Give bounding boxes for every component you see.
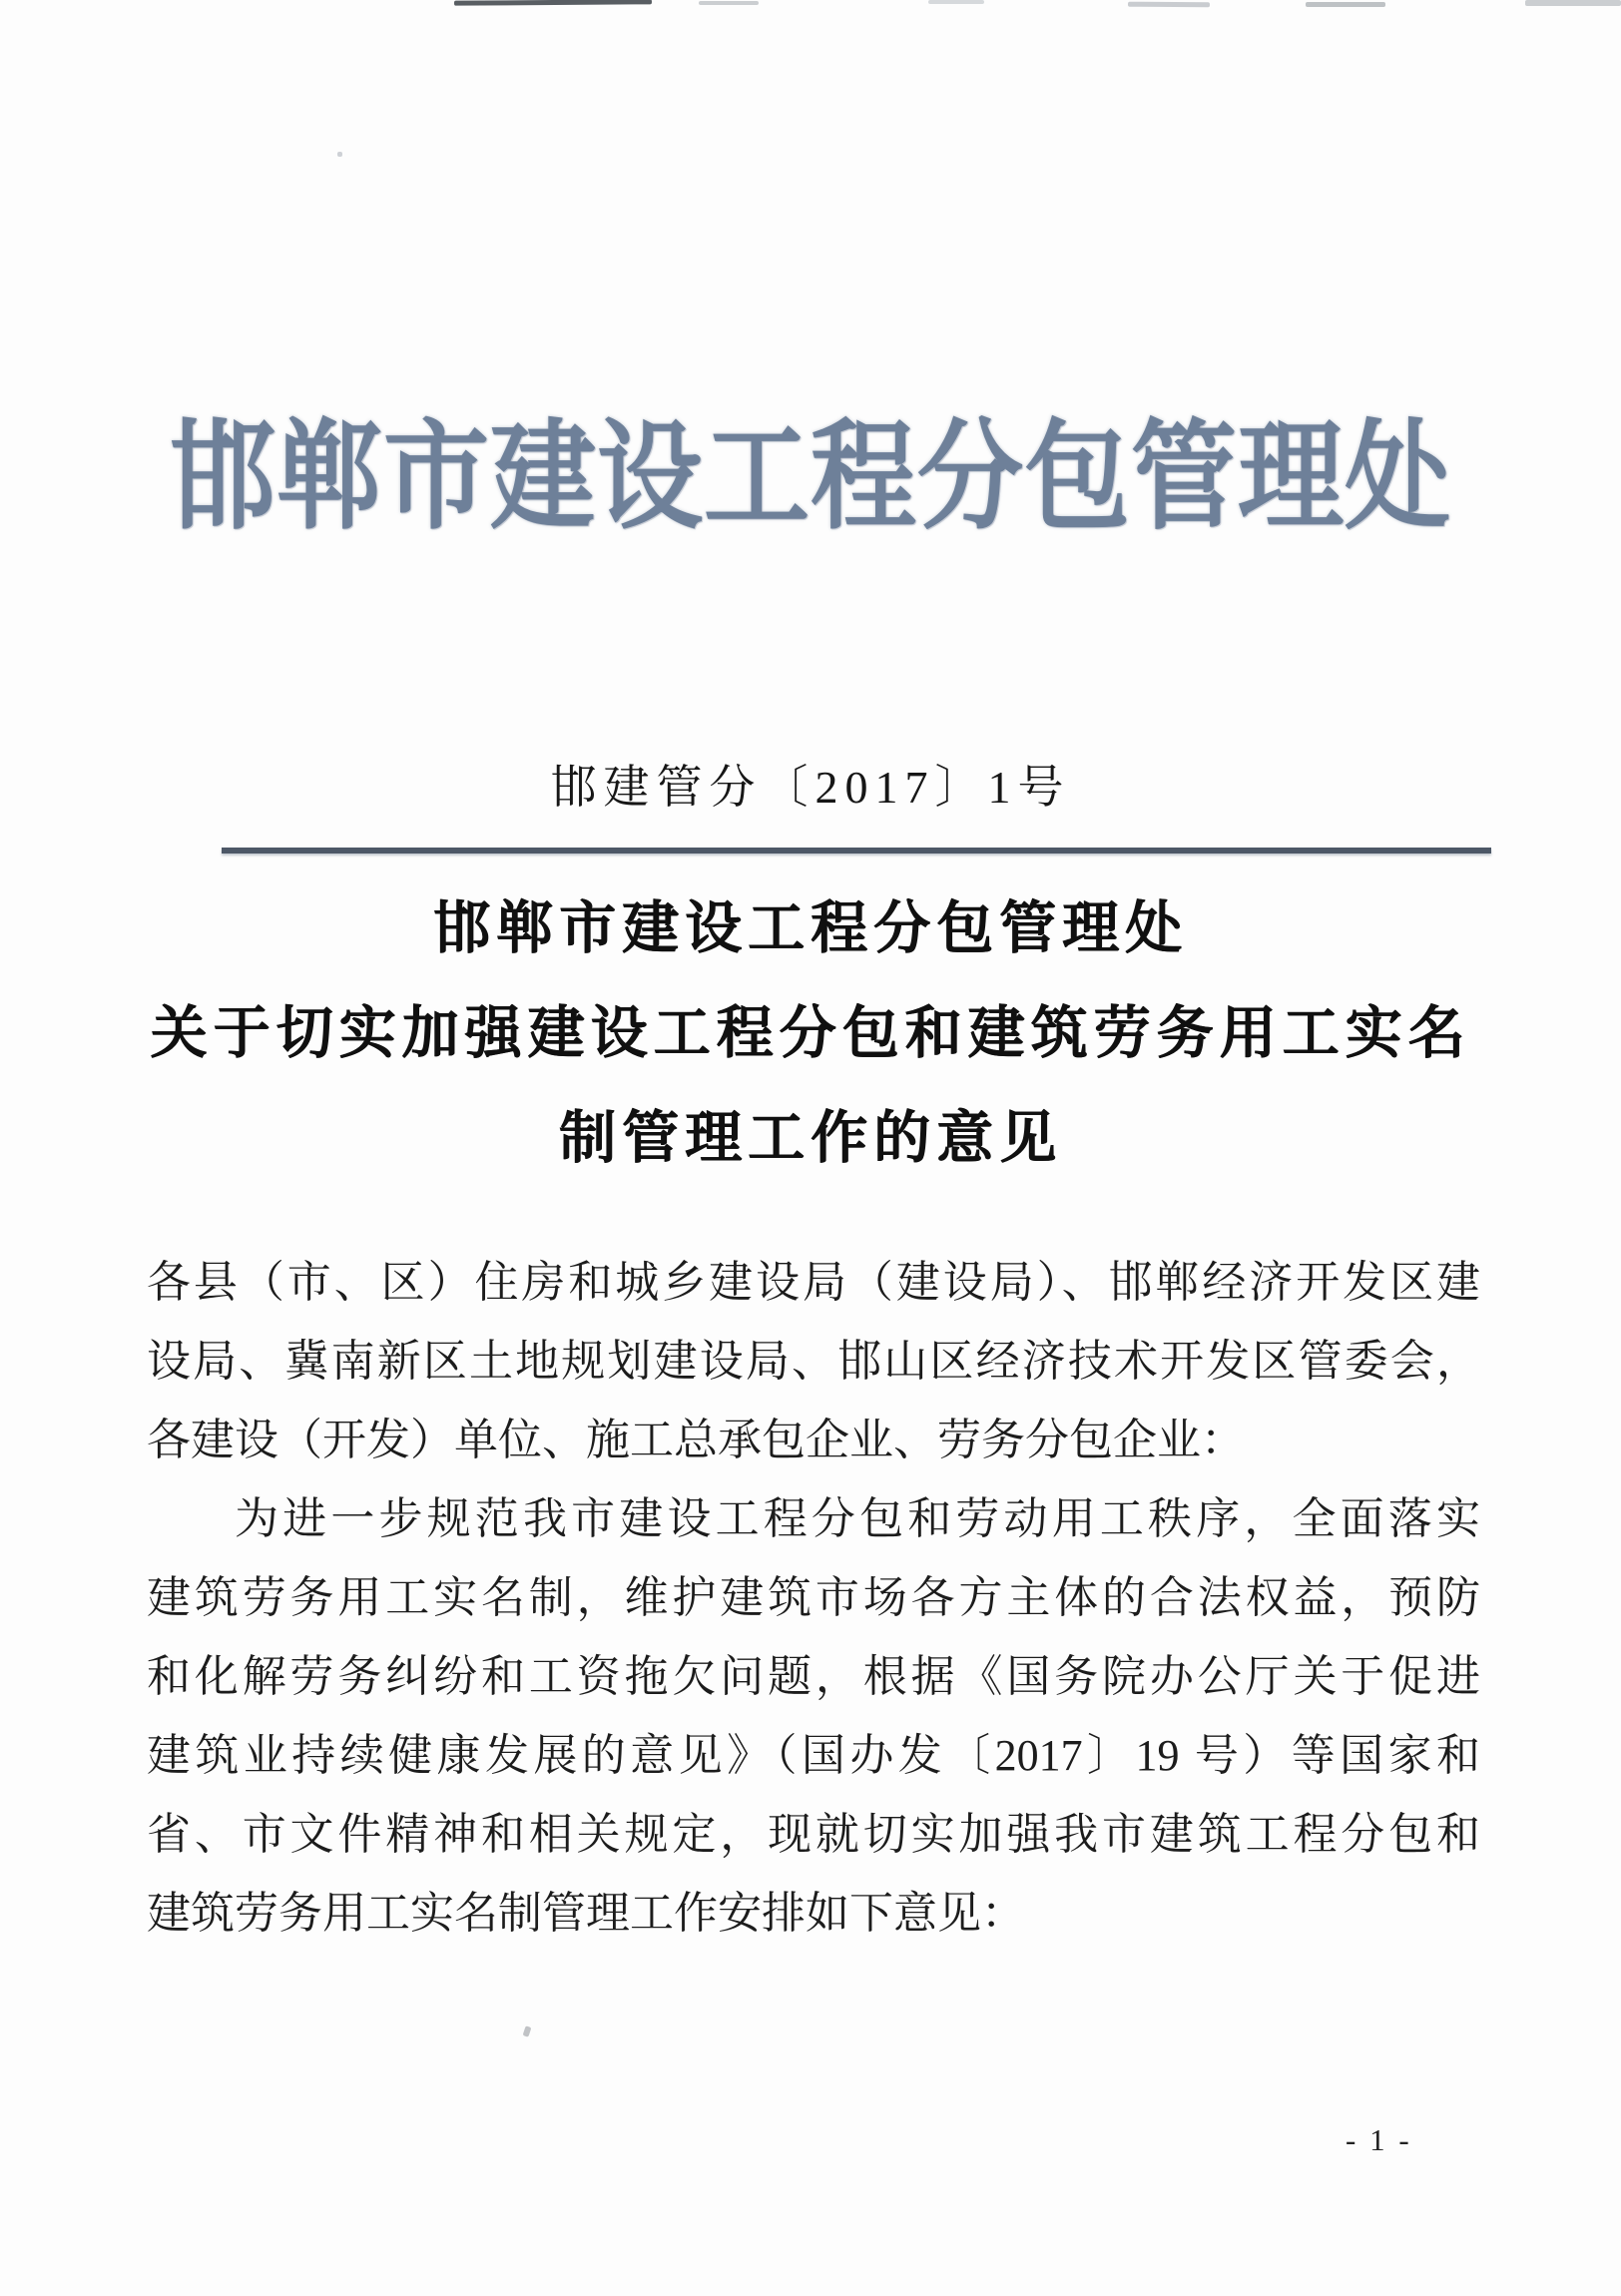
body-text-line: 省、市文件精神和相关规定，现就切实加强我市建筑工程分包和 — [147, 1810, 1480, 1859]
body-text-line: 各建设（开发）单位、施工总承包企业、劳务分包企业： — [147, 1416, 1245, 1464]
page-number: - 1 - — [1346, 2122, 1412, 2157]
document-number: 邯建管分〔2017〕1号 — [550, 762, 1071, 813]
scan-artifact — [1128, 2, 1210, 8]
body-text-line: 设局、冀南新区土地规划建设局、邯山区经济技术开发区管委会， — [147, 1337, 1480, 1386]
body-text-line: 建筑劳务用工实名制管理工作安排如下意见： — [147, 1889, 1025, 1938]
agency-masthead-title: 邯郸市建设工程分包管理处 — [170, 412, 1451, 544]
masthead-divider-rule — [222, 848, 1491, 854]
document-title — [0, 876, 1621, 1191]
body-text-line: 建筑业持续健康发展的意见》（国办发〔2017〕19 号）等国家和 — [147, 1731, 1480, 1780]
scan-artifact — [1525, 0, 1621, 6]
scan-artifact — [337, 152, 342, 157]
scan-artifact — [928, 0, 984, 4]
scan-artifact — [454, 0, 652, 6]
body-text-line: 各县（市、区）住房和城乡建设局（建设局）、邯郸经济开发区建 — [147, 1258, 1480, 1307]
scan-artifact — [699, 1, 759, 5]
title-line: 制管理工作的意见 — [559, 1107, 1062, 1170]
body-text-line: 为进一步规范我市建设工程分包和劳动用工秩序，全面落实 — [235, 1494, 1480, 1543]
scan-artifact — [523, 2025, 532, 2036]
title-line: 关于切实加强建设工程分包和建筑劳务用工实名 — [150, 1002, 1471, 1065]
body-text-line: 建筑劳务用工实名制，维护建筑市场各方主体的合法权益，预防 — [147, 1573, 1480, 1622]
title-line: 邯郸市建设工程分包管理处 — [433, 897, 1188, 960]
body-text-line: 和化解劳务纠纷和工资拖欠问题，根据《国务院办公厅关于促进 — [147, 1652, 1480, 1701]
scan-artifact — [1306, 2, 1385, 7]
document-body — [147, 1243, 1480, 1953]
